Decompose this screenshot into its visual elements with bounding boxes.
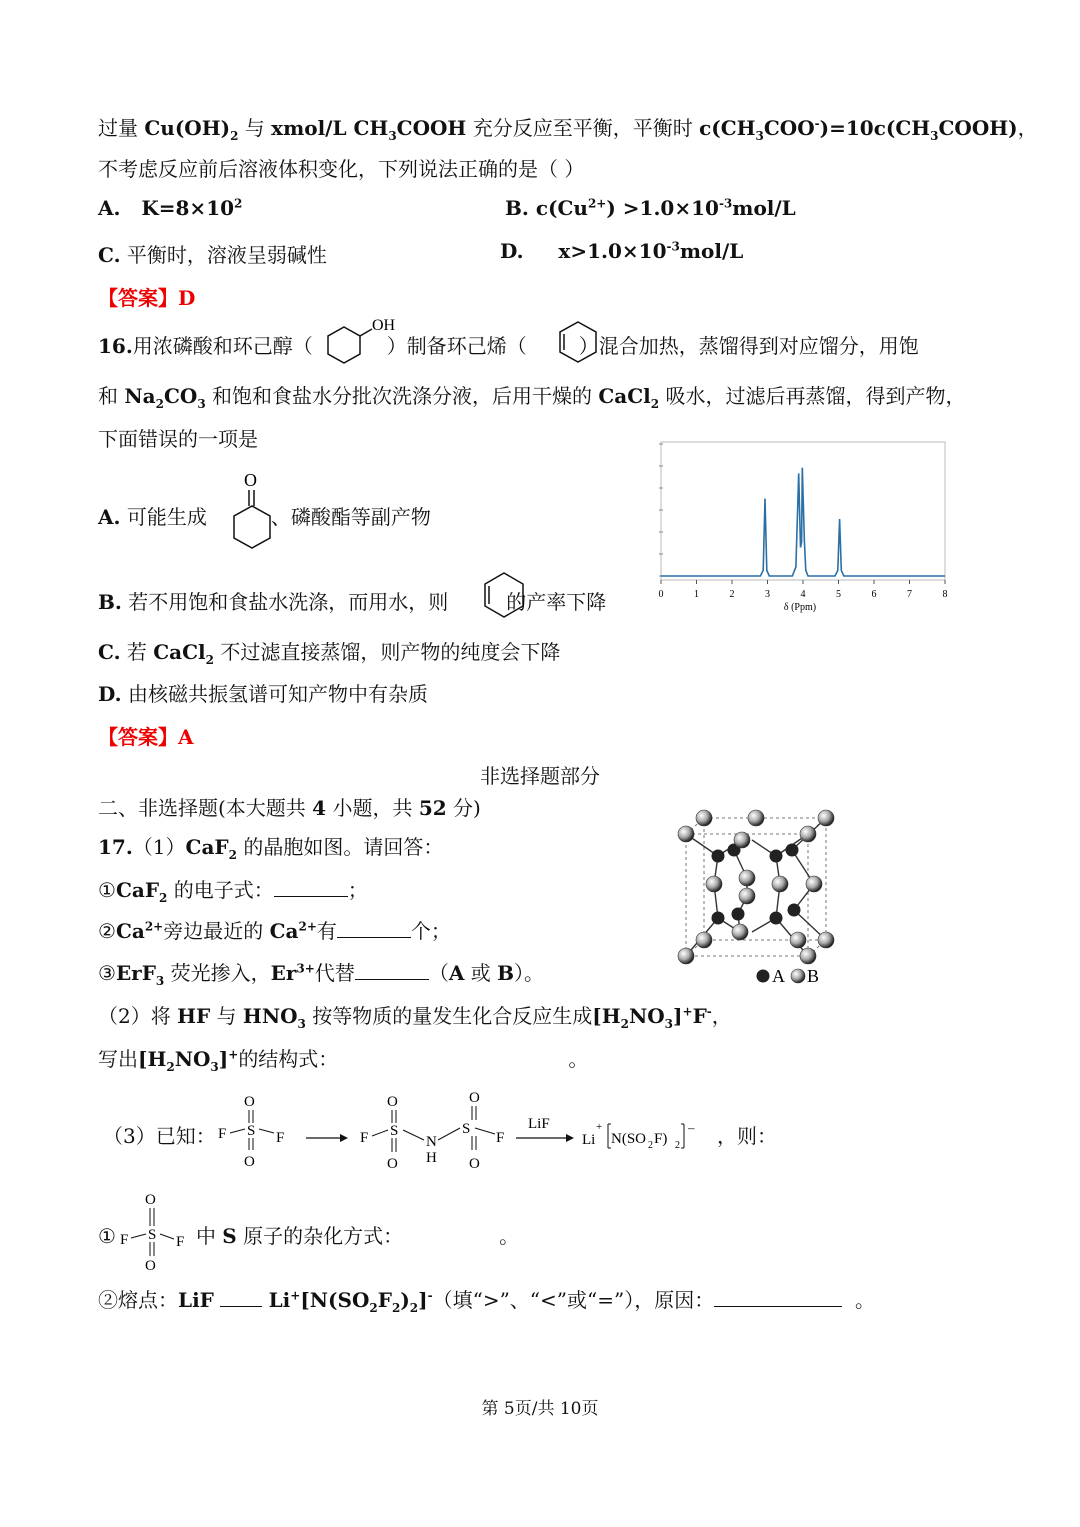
q17-sub2: $②Ca^{2+}$旁边最近的 $Ca^{2+}$有 个；	[98, 919, 451, 943]
q16-answer: 【答案】A	[98, 725, 194, 749]
nmr-x-tick-label: 0	[658, 589, 664, 600]
q16-option-b: B. 若不用饱和食盐水洗涤，而用水，则 的产率下降	[98, 590, 607, 614]
nmr-x-tick-label: 8	[942, 589, 948, 600]
q15-answer: 【答案】D	[98, 286, 196, 310]
svg-text:O: O	[387, 1094, 398, 1110]
svg-text:F: F	[276, 1130, 285, 1146]
svg-text:2: 2	[675, 1140, 680, 1151]
answer-blank[interactable]	[220, 1288, 262, 1307]
q16-option-d: D. 由核磁共振氢谱可知产物中有杂质	[98, 682, 428, 706]
svg-text:S: S	[148, 1227, 157, 1243]
nmr-x-label: δ (Ppm)	[783, 602, 817, 613]
reaction-scheme	[210, 1086, 740, 1176]
answer-blank[interactable]	[274, 878, 348, 897]
svg-text:F: F	[176, 1234, 185, 1250]
q17-part2-line1: （2）将 HF 与 $HNO_3$ 按等物质的量发生化合反应生成$[H_2NO_3]^+F^-$，	[98, 1004, 732, 1031]
q17-part3-label: （3）已知：	[103, 1124, 216, 1148]
cyclohexanone-structure	[222, 470, 282, 558]
svg-text:+: +	[596, 1121, 603, 1133]
q17-part3-then: ，则：	[717, 1124, 777, 1148]
legend-a-label: A	[772, 966, 785, 986]
legend-a-marker	[757, 970, 770, 983]
q15-option-a: A. $K=8\times 10^2$	[98, 196, 243, 220]
page-footer: 第 5页/共 10页	[481, 1399, 599, 1419]
legend-b-label: B	[807, 966, 820, 986]
q15-stem-line2: 不考虑反应前后溶液体积变化，下列说法正确的是（ ）	[98, 157, 585, 181]
nmr-x-tick-label: 2	[729, 589, 735, 600]
q17-sub1: ①CaF$_2$ 的电子式： ；	[98, 878, 368, 905]
nmr-x-tick-label: 1	[694, 589, 699, 600]
svg-text:O: O	[244, 1094, 255, 1110]
cyclohexene-structure-b	[476, 570, 528, 622]
svg-text:S: S	[462, 1121, 471, 1137]
q15-option-b: B. $c(Cu^{2+}) >1.0\times 10^{-3}mol/L$	[505, 196, 796, 220]
svg-text:O: O	[469, 1156, 480, 1172]
cyclohexene-structure	[552, 318, 604, 368]
svg-text:Li: Li	[582, 1132, 596, 1148]
nmr-series-line	[661, 468, 945, 576]
svg-text:O: O	[145, 1192, 156, 1208]
legend-b-marker	[791, 969, 805, 983]
q17-sub32: ②熔点：LiF $Li^+[N(SO_2F_2)_2]^-$（填“>”、“<”或“=”），原因： 。	[98, 1288, 875, 1315]
q16-option-c: C. 若 CaCl$_2$ 不过滤直接蒸馏，则产物的纯度会下降	[98, 640, 561, 667]
svg-text:LiF: LiF	[528, 1116, 550, 1132]
q16-option-a: A. 可能生成 、磷酸酯等副产物	[98, 505, 431, 529]
nmr-x-ticks	[659, 580, 948, 600]
svg-text:O: O	[244, 1154, 255, 1170]
cyclohexanol-structure	[322, 316, 402, 366]
svg-text:F: F	[496, 1130, 505, 1146]
q15-option-c: C. 平衡时，溶液呈弱碱性	[98, 243, 327, 267]
nmr-x-tick-label: 4	[800, 589, 806, 600]
nmr-x-tick-label: 7	[907, 589, 912, 600]
q17-part2-line2: 写出$[H_2NO_3]^+$的结构式： 。	[98, 1047, 589, 1074]
nmr-x-tick-label: 5	[836, 589, 841, 600]
q17-sub3: ③ErF$_3$ 荧光掺入，$Er^{3+}$代替 （A 或 B）。	[98, 961, 544, 988]
answer-blank[interactable]	[355, 961, 429, 980]
o-label: O	[244, 470, 257, 490]
svg-text:O: O	[469, 1090, 480, 1106]
svg-text:F): F)	[654, 1131, 668, 1147]
b-atoms	[678, 810, 834, 964]
svg-text:F: F	[218, 1126, 227, 1142]
svg-text:S: S	[390, 1123, 399, 1139]
svg-text:–: –	[688, 1120, 695, 1135]
svg-text:F: F	[120, 1232, 129, 1248]
answer-blank[interactable]	[714, 1288, 842, 1307]
svg-text:S: S	[247, 1123, 256, 1139]
q16-line1: 16.用浓磷酸和环己醇（ ）制备环己烯（ ）混合加热，蒸馏得到对应馏分，用饱	[98, 334, 919, 358]
q16-line2: 和 $Na_2CO_3$ 和饱和食盐水分批次洗涤分液，后用干燥的 CaCl$_2$ 吸水，过滤后再蒸馏，得到产物，	[98, 384, 966, 411]
q15-stem-line1: 过量 $Cu(OH)_2$ 与 xmol/L $CH_3COOH$ 充分反应至平衡，平衡时 $c(CH_3COO^-)=10c(CH_3COOH)$，	[98, 116, 1038, 143]
svg-text:O: O	[387, 1156, 398, 1172]
q17-sub31: ① 中 S 原子的杂化方式： 。	[98, 1224, 520, 1248]
answer-blank[interactable]	[337, 919, 411, 938]
svg-text:F: F	[360, 1130, 369, 1146]
q16-line3: 下面错误的一项是	[98, 427, 258, 451]
oh-label: OH	[372, 317, 396, 334]
so2f2-structure	[114, 1188, 200, 1274]
nmr-x-tick-label: 6	[871, 589, 877, 600]
svg-text:N: N	[426, 1134, 437, 1150]
svg-text:O: O	[145, 1258, 156, 1274]
svg-text:N(SO: N(SO	[611, 1131, 647, 1147]
q15-option-d: D. $x>1.0\times 10^{-3}mol/L$	[500, 239, 744, 263]
q17-part1: 17.（1）CaF$_2$ 的晶胞如图。请回答：	[98, 835, 444, 862]
svg-text:2: 2	[648, 1140, 653, 1151]
nmr-spectrum-chart	[650, 440, 950, 615]
nmr-x-tick-label: 3	[765, 589, 770, 600]
section-title: 非选择题部分	[480, 764, 600, 788]
caf2-unit-cell-diagram	[668, 806, 848, 988]
svg-text:H: H	[426, 1150, 437, 1166]
section-heading: 二、非选择题(本大题共 4 小题，共 52 分)	[98, 796, 481, 820]
